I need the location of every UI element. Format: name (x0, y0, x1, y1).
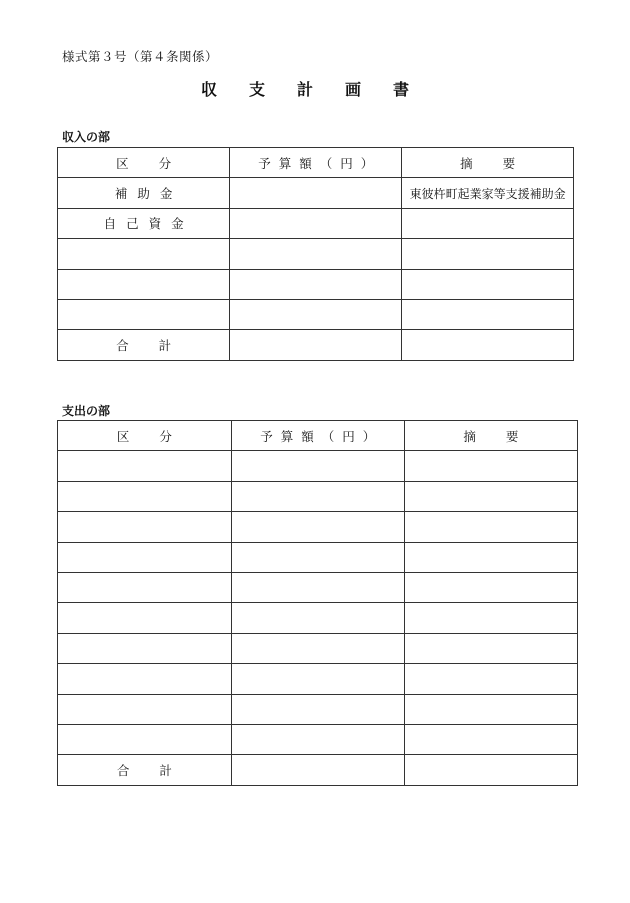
category-cell[interactable] (58, 724, 232, 754)
note-cell[interactable] (404, 542, 577, 572)
amount-cell[interactable] (231, 481, 404, 511)
note-cell[interactable] (404, 724, 577, 754)
amount-cell[interactable] (230, 299, 402, 329)
income-section-label: 収入の部 (62, 130, 111, 144)
category-cell[interactable] (58, 694, 232, 724)
page-title: 収支計画書 (200, 80, 441, 99)
amount-cell[interactable] (230, 208, 402, 238)
note-cell[interactable] (402, 269, 574, 299)
category-cell[interactable] (58, 299, 230, 329)
amount-cell[interactable] (231, 603, 404, 633)
note-cell[interactable] (402, 208, 574, 238)
table-row (58, 239, 574, 269)
amount-cell[interactable] (231, 664, 404, 694)
total-row (58, 330, 574, 360)
header-category: 区分 (58, 421, 232, 451)
note-cell[interactable] (404, 481, 577, 511)
table-row (58, 633, 578, 663)
note-cell[interactable] (404, 603, 577, 633)
table-row (58, 178, 574, 208)
table-row (58, 299, 574, 329)
note-cell[interactable] (404, 451, 577, 481)
amount-cell[interactable] (231, 633, 404, 663)
total-amount-cell[interactable] (231, 755, 404, 785)
note-cell[interactable] (404, 512, 577, 542)
category-cell[interactable] (58, 633, 232, 663)
amount-cell[interactable] (231, 542, 404, 572)
amount-cell[interactable] (231, 572, 404, 602)
table-row (58, 572, 578, 602)
expense-table (57, 420, 578, 786)
total-note-cell[interactable] (402, 330, 574, 360)
form-number: 様式第３号（第４条関係） (62, 49, 219, 64)
category-cell[interactable] (58, 603, 232, 633)
amount-cell[interactable] (231, 451, 404, 481)
amount-cell[interactable] (231, 724, 404, 754)
table-row (58, 694, 578, 724)
table-row (58, 542, 578, 572)
category-cell[interactable] (58, 512, 232, 542)
table-header-row (58, 148, 574, 178)
note-cell[interactable] (404, 694, 577, 724)
amount-cell[interactable] (230, 239, 402, 269)
category-cell[interactable] (58, 572, 232, 602)
total-note-cell[interactable] (404, 755, 577, 785)
category-cell[interactable] (58, 269, 230, 299)
category-cell[interactable]: 補助金 (58, 178, 230, 208)
amount-cell[interactable] (230, 178, 402, 208)
category-cell[interactable] (58, 664, 232, 694)
note-cell[interactable] (404, 633, 577, 663)
table-row (58, 451, 578, 481)
total-amount-cell[interactable] (230, 330, 402, 360)
amount-cell[interactable] (231, 694, 404, 724)
total-label: 合計 (58, 330, 230, 360)
note-cell[interactable] (402, 299, 574, 329)
note-cell[interactable] (404, 664, 577, 694)
table-row (58, 603, 578, 633)
table-row (58, 664, 578, 694)
category-cell[interactable] (58, 481, 232, 511)
total-label: 合計 (58, 755, 232, 785)
income-table (57, 147, 574, 361)
category-cell[interactable]: 自己資金 (58, 208, 230, 238)
table-row (58, 724, 578, 754)
amount-cell[interactable] (230, 269, 402, 299)
table-row (58, 512, 578, 542)
header-category: 区分 (58, 148, 230, 178)
header-note: 摘要 (402, 148, 574, 178)
table-row (58, 208, 574, 238)
expense-section-label: 支出の部 (62, 404, 111, 418)
table-row (58, 481, 578, 511)
header-amount: 予算額（円） (231, 421, 404, 451)
amount-cell[interactable] (231, 512, 404, 542)
table-row (58, 269, 574, 299)
note-cell[interactable] (402, 239, 574, 269)
note-cell[interactable] (404, 572, 577, 602)
note-cell[interactable]: 東彼杵町起業家等支援補助金 (402, 178, 574, 208)
table-header-row (58, 421, 578, 451)
category-cell[interactable] (58, 239, 230, 269)
category-cell[interactable] (58, 542, 232, 572)
category-cell[interactable] (58, 451, 232, 481)
header-amount: 予算額（円） (230, 148, 402, 178)
header-note: 摘要 (404, 421, 577, 451)
total-row (58, 755, 578, 785)
